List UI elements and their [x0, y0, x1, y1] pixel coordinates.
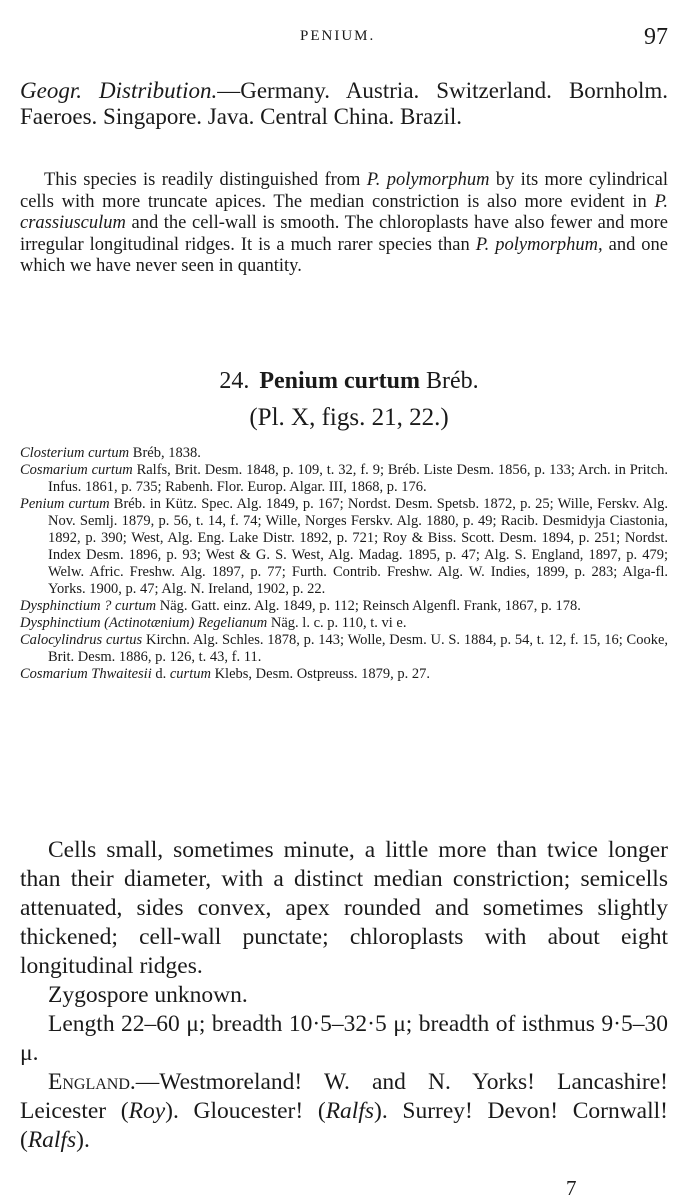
italic-run: Ralfs: [325, 1098, 374, 1124]
plate-reference: (Pl. X, figs. 21, 22.): [249, 404, 449, 431]
text-run: Näg. l. c. p. 110, t. vi e.: [267, 615, 407, 631]
text-run: Näg. Gatt. einz. Alg. 1849, p. 112; Reinsch Algenfl. Frank, 1867, p. 178.: [156, 598, 581, 614]
text-run: Bréb. in Kütz. Spec. Alg. 1849, p. 167; Nordst. Desm. Spetsb. 1872, p. 25; Wille, Ferskv. Alg. Nov. Semlj. 1879, p. 56, t. 14, f. 74; Wille, Norges Ferskv. Alg. 1880, p. 49; Racib. Desmidyja Ciastonia, 1892, p. 390; West, Alg. Eng. Lake Distr. 1892, p. 721; Roy & Biss. Scott. Desm. 1894, p. 251; Nordst. Index Desm. 1896, p. 93; West & G. S. West, Alg. Madag. 1895, p. 47; Alg. S. England, 1897, p. 479; Welw. Afric. Freshw. Alg. 1897, p. 77; Furth. Contrib. Freshw. Alg. W. Indies, 1899, p. 283; Alga-fl. Yorks. 1900, p. 47; Alg. N. Ireland, 1902, p. 22.: [48, 496, 668, 597]
italic-run: Dysphinctium (Actinotænium) Regelianum: [20, 615, 268, 631]
geographic-distribution: [20, 78, 668, 130]
italic-run: Cosmarium curtum: [20, 462, 133, 478]
running-head: [0, 26, 698, 54]
text-run: Bréb, 1838.: [129, 445, 201, 461]
synonym-entry: [20, 666, 668, 683]
synonym-entry: [20, 462, 668, 496]
synonym-entry: [20, 615, 668, 632]
italic-run: P. polymorphum: [366, 170, 490, 190]
synonym-entry: [20, 496, 668, 598]
distribution-label: Geogr. Distribution.: [20, 78, 218, 103]
italic-run: Closterium curtum: [20, 445, 130, 461]
synonymy-list: [20, 445, 668, 683]
text-run: and one which we have never seen in quantity.: [20, 234, 668, 276]
italic-run: Calocylindrus curtus: [20, 632, 143, 648]
text-run: —Westmoreland! W. and N. Yorks! Lancashire! Leicester (: [20, 1069, 668, 1124]
italic-run: Roy: [128, 1098, 166, 1124]
species-description: [20, 836, 668, 1155]
text-run: ). Surrey! Devon! Cornwall! (: [20, 1098, 668, 1153]
text-run: d.: [151, 666, 170, 682]
italic-run: Dysphinctium ? curtum: [20, 598, 157, 614]
species-number: 24.: [219, 368, 250, 394]
synonym-entry: [20, 632, 668, 666]
italic-run: Ralfs: [27, 1127, 77, 1153]
text-run: ). Gloucester! (: [165, 1098, 326, 1124]
synonym-entry: [20, 598, 668, 615]
italic-run: Penium curtum: [20, 496, 110, 512]
text-run: and the cell-wall is smooth. The chloroplasts have also fewer and more irregular longitudinal ridges. It is a much rarer species than: [20, 213, 668, 255]
text-run: This species is readily distinguished from: [44, 170, 367, 190]
running-title: PENIUM.: [300, 28, 376, 44]
text-run: by its more cylindrical cells with more truncate apices. The median constriction is also more evident in: [20, 170, 668, 212]
remarks-text: [20, 170, 668, 276]
dimensions: Length 22–60 μ; breadth 10·5–32·5 μ; breadth of isthmus 9·5–30 μ.: [20, 1011, 668, 1066]
species-heading: [0, 368, 698, 395]
species-author: Bréb.: [426, 368, 479, 394]
italic-run: P. polymorphum,: [475, 234, 603, 255]
zygospore-note: Zygospore unknown.: [48, 982, 248, 1008]
species-name: Penium curtum: [259, 368, 420, 394]
italic-run: curtum: [169, 666, 211, 682]
synonym-entry: [20, 445, 668, 462]
text-run: Klebs, Desm. Ostpreuss. 1879, p. 27.: [210, 666, 431, 682]
text-run: ).: [76, 1127, 90, 1153]
page-number: 97: [644, 24, 668, 50]
italic-run: P. crassiusculum: [20, 191, 668, 233]
distribution-text: —Germany. Austria. Switzerland. Bornholm. Faeroes. Singapore. Java. Central China. Brazil.: [20, 78, 668, 129]
printer-signature: 7: [566, 1176, 577, 1200]
text-run: Ralfs, Brit. Desm. 1848, p. 109, t. 32, f. 9; Bréb. Liste Desm. 1856, p. 133; Arch. in Pritch. Infus. 1861, p. 735; Rabenh. Flor. Europ. Algar. III, 1868, p. 176.: [48, 462, 669, 495]
text-run: Kirchn. Alg. Schles. 1878, p. 143; Wolle, Desm. U. S. 1884, p. 54, t. 12, f. 15, 16; Cooke, Brit. Desm. 1886, p. 126, t. 43, f. 11.: [48, 632, 669, 665]
remarks-paragraph: [20, 170, 668, 278]
text-run: England.: [48, 1069, 136, 1095]
italic-run: Cosmarium Thwaitesii: [20, 666, 152, 682]
localities: [20, 1068, 668, 1155]
cell-description: Cells small, sometimes minute, a little more than twice longer than their diameter, with a distinct median constriction; semicells attenuated, sides convex, apex rounded and sometimes slightly thickened; cell-wall punctate; chloroplasts with about eight longitudinal ridges.: [20, 837, 668, 979]
